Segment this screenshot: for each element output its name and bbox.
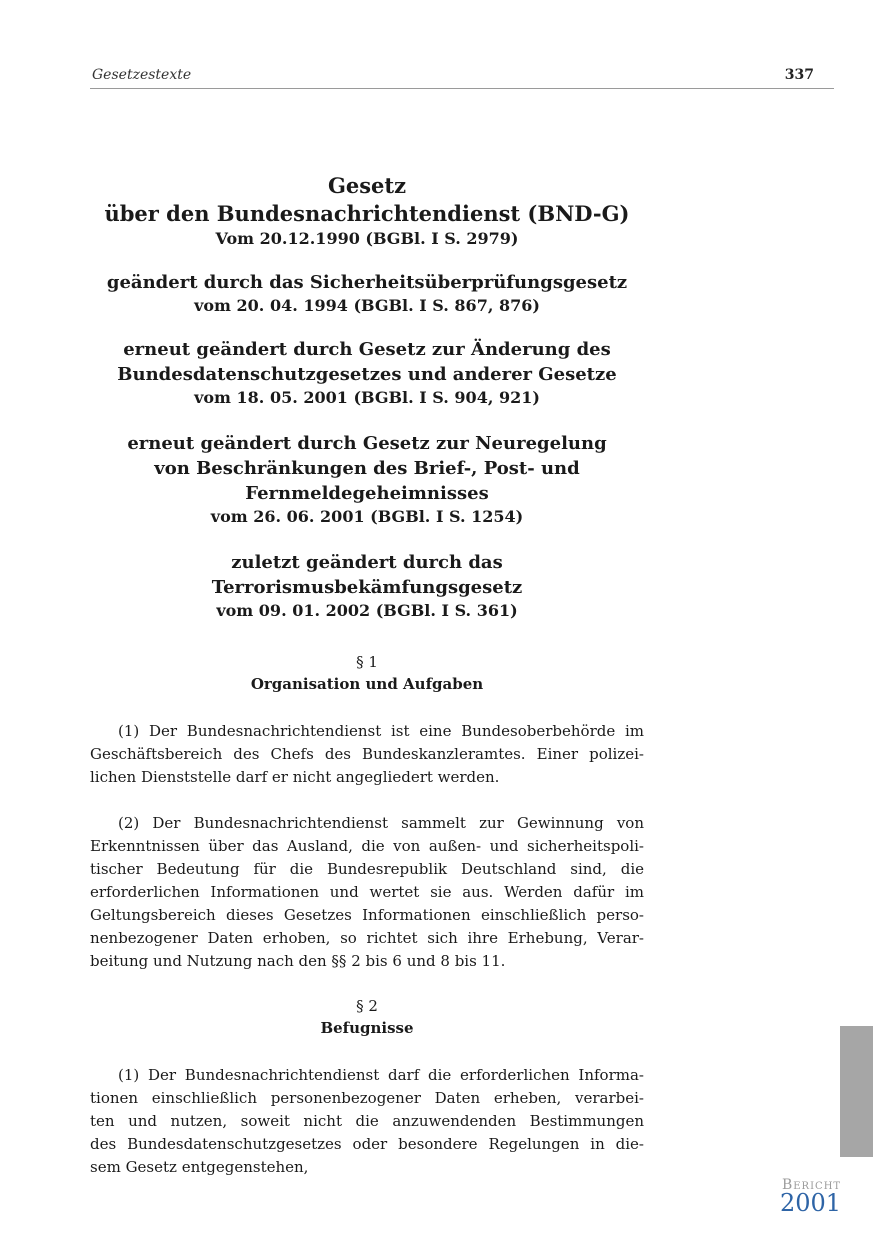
section-1-paragraph-2: [90, 812, 644, 973]
section-2-paragraph-1: [90, 1064, 644, 1179]
section-number: § 1: [356, 653, 378, 671]
section-2-heading: [90, 995, 644, 1039]
text-line: nenbezogener Daten erhoben, so richtet sich ihre Erhebung, Verar-: [90, 929, 644, 947]
amendment-1-date: vom 20. 04. 1994 (BGBl. I S. 867, 876): [194, 296, 540, 315]
text-line: (2) Der Bundesnachrichtendienst sammelt zur Gewinnung von: [118, 814, 644, 832]
law-subtitle: über den Bundesnachrichtendienst (BND-G): [104, 201, 630, 226]
running-header: [90, 67, 834, 89]
logo-word: Bericht: [781, 1177, 842, 1193]
report-logo: [780, 1177, 842, 1217]
text-line: Geltungsbereich dieses Gesetzes Informationen einschließlich perso-: [90, 906, 644, 924]
amendment-2-date: vom 18. 05. 2001 (BGBl. I S. 904, 921): [194, 388, 540, 407]
amendment-2-line: erneut geändert durch Gesetz zur Änderung des: [123, 339, 611, 360]
side-thumb-tab: [840, 1026, 873, 1157]
text-line: beitung und Nutzung nach den §§ 2 bis 6 und 8 bis 11.: [90, 952, 506, 970]
section-title: Befugnisse: [320, 1019, 414, 1037]
amendment-4-line: Terrorismusbekämfungsgesetz: [211, 577, 523, 598]
amendment-2-line: Bundesdatenschutzgesetzes und anderer Gesetze: [117, 364, 617, 385]
amendment-4-line: zuletzt geändert durch das: [231, 552, 503, 573]
amendment-3-line: erneut geändert durch Gesetz zur Neuregelung: [127, 433, 607, 454]
amendment-4-date: vom 09. 01. 2002 (BGBl. I S. 361): [216, 601, 518, 620]
page-number: 337: [784, 67, 814, 83]
amendment-3-date: vom 26. 06. 2001 (BGBl. I S. 1254): [210, 507, 524, 526]
law-date: Vom 20.12.1990 (BGBl. I S. 2979): [215, 229, 519, 248]
text-line: Erkenntnissen über das Ausland, die von außen- und sicherheitspoli-: [90, 837, 644, 855]
logo-year: 2001: [780, 1189, 842, 1217]
amendment-3-line: von Beschränkungen des Brief-, Post- und: [154, 458, 580, 479]
law-title-block: [90, 172, 644, 622]
section-1-heading: [90, 651, 644, 695]
section-number: § 2: [356, 997, 378, 1015]
text-line: ten und nutzen, soweit nicht die anzuwendenden Bestimmungen: [90, 1112, 644, 1130]
text-line: lichen Dienststelle darf er nicht angegliedert werden.: [90, 768, 500, 786]
text-line: erforderlichen Informationen und wertet sie aus. Werden dafür im: [90, 883, 644, 901]
text-line: (1) Der Bundesnachrichtendienst ist eine Bundesoberbehörde im: [118, 722, 644, 740]
text-line: tischer Bedeutung für die Bundesrepublik Deutschland sind, die: [90, 860, 644, 878]
text-line: tionen einschließlich personenbezogener Daten erheben, verarbei-: [90, 1089, 644, 1107]
amendment-1-line: geändert durch das Sicherheitsüberprüfungsgesetz: [106, 272, 628, 293]
law-title: Gesetz: [327, 173, 407, 198]
section-title: Organisation und Aufgaben: [250, 675, 484, 693]
header-section-title: Gesetzestexte: [92, 67, 192, 83]
text-line: des Bundesdatenschutzgesetzes oder besondere Regelungen in die-: [90, 1135, 644, 1153]
section-1-paragraph-1: [90, 720, 644, 789]
text-line: Geschäftsbereich des Chefs des Bundeskanzleramtes. Einer polizei-: [90, 745, 644, 763]
text-line: (1) Der Bundesnachrichtendienst darf die erforderlichen Informa-: [118, 1066, 644, 1084]
amendment-3-line: Fernmeldegeheimnisses: [245, 483, 489, 504]
text-line: sem Gesetz entgegenstehen,: [90, 1158, 309, 1176]
